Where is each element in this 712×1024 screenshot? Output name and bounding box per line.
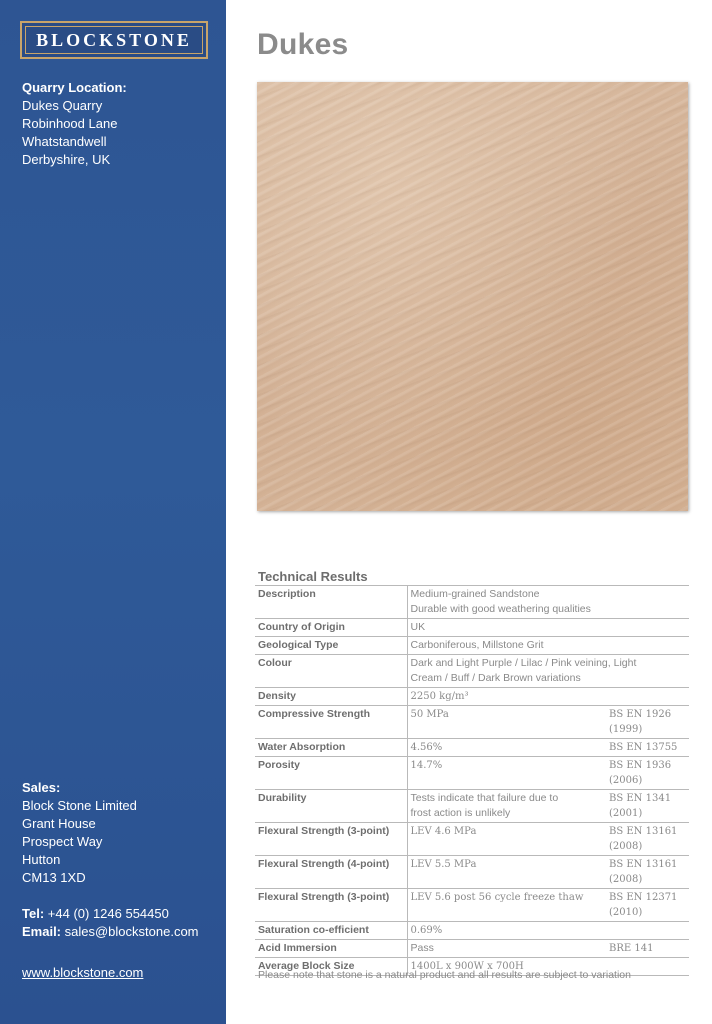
standard-line: (2010) — [609, 907, 643, 918]
blockstone-logo[interactable] — [20, 21, 208, 59]
standard-line: BS EN 1341 — [609, 793, 672, 804]
row-label: Density — [255, 688, 407, 706]
row-standard — [606, 856, 689, 889]
quarry-line: Dukes Quarry — [22, 98, 103, 113]
value-line: Dark and Light Purple / Lilac / Pink veining, Light — [410, 657, 637, 669]
row-value: LEV 5.6 post 56 cycle freeze thaw — [407, 889, 606, 922]
table-row — [255, 823, 689, 856]
standard-line: BS EN 1926 — [609, 709, 672, 720]
contact-details — [22, 905, 199, 941]
row-value: LEV 5.5 MPa — [407, 856, 606, 889]
value-line: Durable with good weathering qualities — [410, 603, 591, 615]
row-label: Country of Origin — [255, 619, 407, 637]
row-label: Description — [255, 586, 407, 619]
table-row — [255, 739, 689, 757]
standard-line: (2008) — [609, 841, 643, 852]
table-row — [255, 889, 689, 922]
row-value: 14.7% — [407, 757, 606, 790]
variation-note: Please note that stone is a natural product and all results are subject to variation — [258, 969, 631, 981]
standard-line: BS EN 13161 — [609, 859, 678, 870]
table-row — [255, 637, 689, 655]
row-standard: BRE 141 — [606, 940, 689, 958]
stone-sample-image — [257, 82, 688, 511]
email — [22, 923, 199, 941]
technical-results-heading: Technical Results — [258, 569, 368, 584]
sales-heading: Sales: — [22, 780, 61, 795]
standard-line: (2008) — [609, 874, 643, 885]
value-line: Cream / Buff / Dark Brown variations — [410, 672, 581, 684]
standard-line: (2001) — [609, 808, 643, 819]
row-label: Geological Type — [255, 637, 407, 655]
standard-line: (2006) — [609, 775, 643, 786]
table-row — [255, 586, 689, 619]
row-value: 4.56% — [407, 739, 606, 757]
row-label: Flexural Strength (3-point) — [255, 889, 407, 922]
row-value: 50 MPa — [407, 706, 606, 739]
table-row — [255, 922, 689, 940]
row-label: Colour — [255, 655, 407, 688]
row-label: Saturation co-efficient — [255, 922, 407, 940]
row-value: 0.69% — [407, 922, 689, 940]
standard-line: BS EN 13161 — [609, 826, 678, 837]
website-link[interactable]: www.blockstone.com — [22, 965, 144, 980]
value-line: Medium-grained Sandstone — [410, 588, 540, 600]
row-standard — [606, 790, 689, 823]
value-line: Tests indicate that failure due to — [410, 792, 559, 804]
standard-line: BS EN 1936 — [609, 760, 672, 771]
quarry-line: Whatstandwell — [22, 134, 107, 149]
standard-line: BS EN 12371 — [609, 892, 678, 903]
row-label: Acid Immersion — [255, 940, 407, 958]
row-label: Flexural Strength (3-point) — [255, 823, 407, 856]
row-value — [407, 655, 689, 688]
row-value: UK — [407, 619, 689, 637]
row-label: Flexural Strength (4-point) — [255, 856, 407, 889]
row-label: Porosity — [255, 757, 407, 790]
row-standard: BS EN 13755 — [606, 739, 689, 757]
table-row — [255, 706, 689, 739]
sales-line: Prospect Way — [22, 834, 103, 849]
logo-text: BLOCKSTONE — [36, 29, 192, 50]
table-row — [255, 856, 689, 889]
row-standard — [606, 823, 689, 856]
row-value: 1400L x 900W x 700H — [407, 958, 689, 976]
email-label: Email: — [22, 924, 62, 939]
row-standard — [606, 889, 689, 922]
standard-line: (1999) — [609, 724, 643, 735]
technical-results-table — [255, 585, 689, 976]
page-title: Dukes — [257, 28, 349, 61]
value-line: frost action is unlikely — [410, 807, 511, 819]
table-row — [255, 940, 689, 958]
email-value[interactable]: sales@blockstone.com — [64, 924, 199, 939]
table-row — [255, 757, 689, 790]
sales-line: Block Stone Limited — [22, 798, 137, 813]
row-label: Average Block Size — [255, 958, 407, 976]
row-value: LEV 4.6 MPa — [407, 823, 606, 856]
tel-value[interactable]: +44 (0) 1246 554450 — [47, 906, 169, 921]
row-value — [407, 586, 689, 619]
row-label: Water Absorption — [255, 739, 407, 757]
row-value: Carboniferous, Millstone Grit — [407, 637, 689, 655]
table-row — [255, 619, 689, 637]
quarry-heading: Quarry Location: — [22, 80, 127, 95]
telephone — [22, 905, 199, 923]
tel-label: Tel: — [22, 906, 45, 921]
row-value — [407, 790, 606, 823]
row-label: Durability — [255, 790, 407, 823]
row-standard — [606, 757, 689, 790]
table-row — [255, 655, 689, 688]
row-standard — [606, 706, 689, 739]
quarry-location — [22, 79, 127, 169]
quarry-line: Derbyshire, UK — [22, 152, 111, 167]
row-value: Pass — [407, 940, 606, 958]
sales-address — [22, 779, 137, 887]
sales-line: Hutton — [22, 852, 61, 867]
table-row — [255, 790, 689, 823]
table-row — [255, 688, 689, 706]
sales-line: CM13 1XD — [22, 870, 86, 885]
quarry-line: Robinhood Lane — [22, 116, 118, 131]
sales-line: Grant House — [22, 816, 96, 831]
sidebar — [0, 0, 226, 1024]
website — [22, 964, 143, 982]
row-label: Compressive Strength — [255, 706, 407, 739]
row-value: 2250 kg/m³ — [407, 688, 689, 706]
